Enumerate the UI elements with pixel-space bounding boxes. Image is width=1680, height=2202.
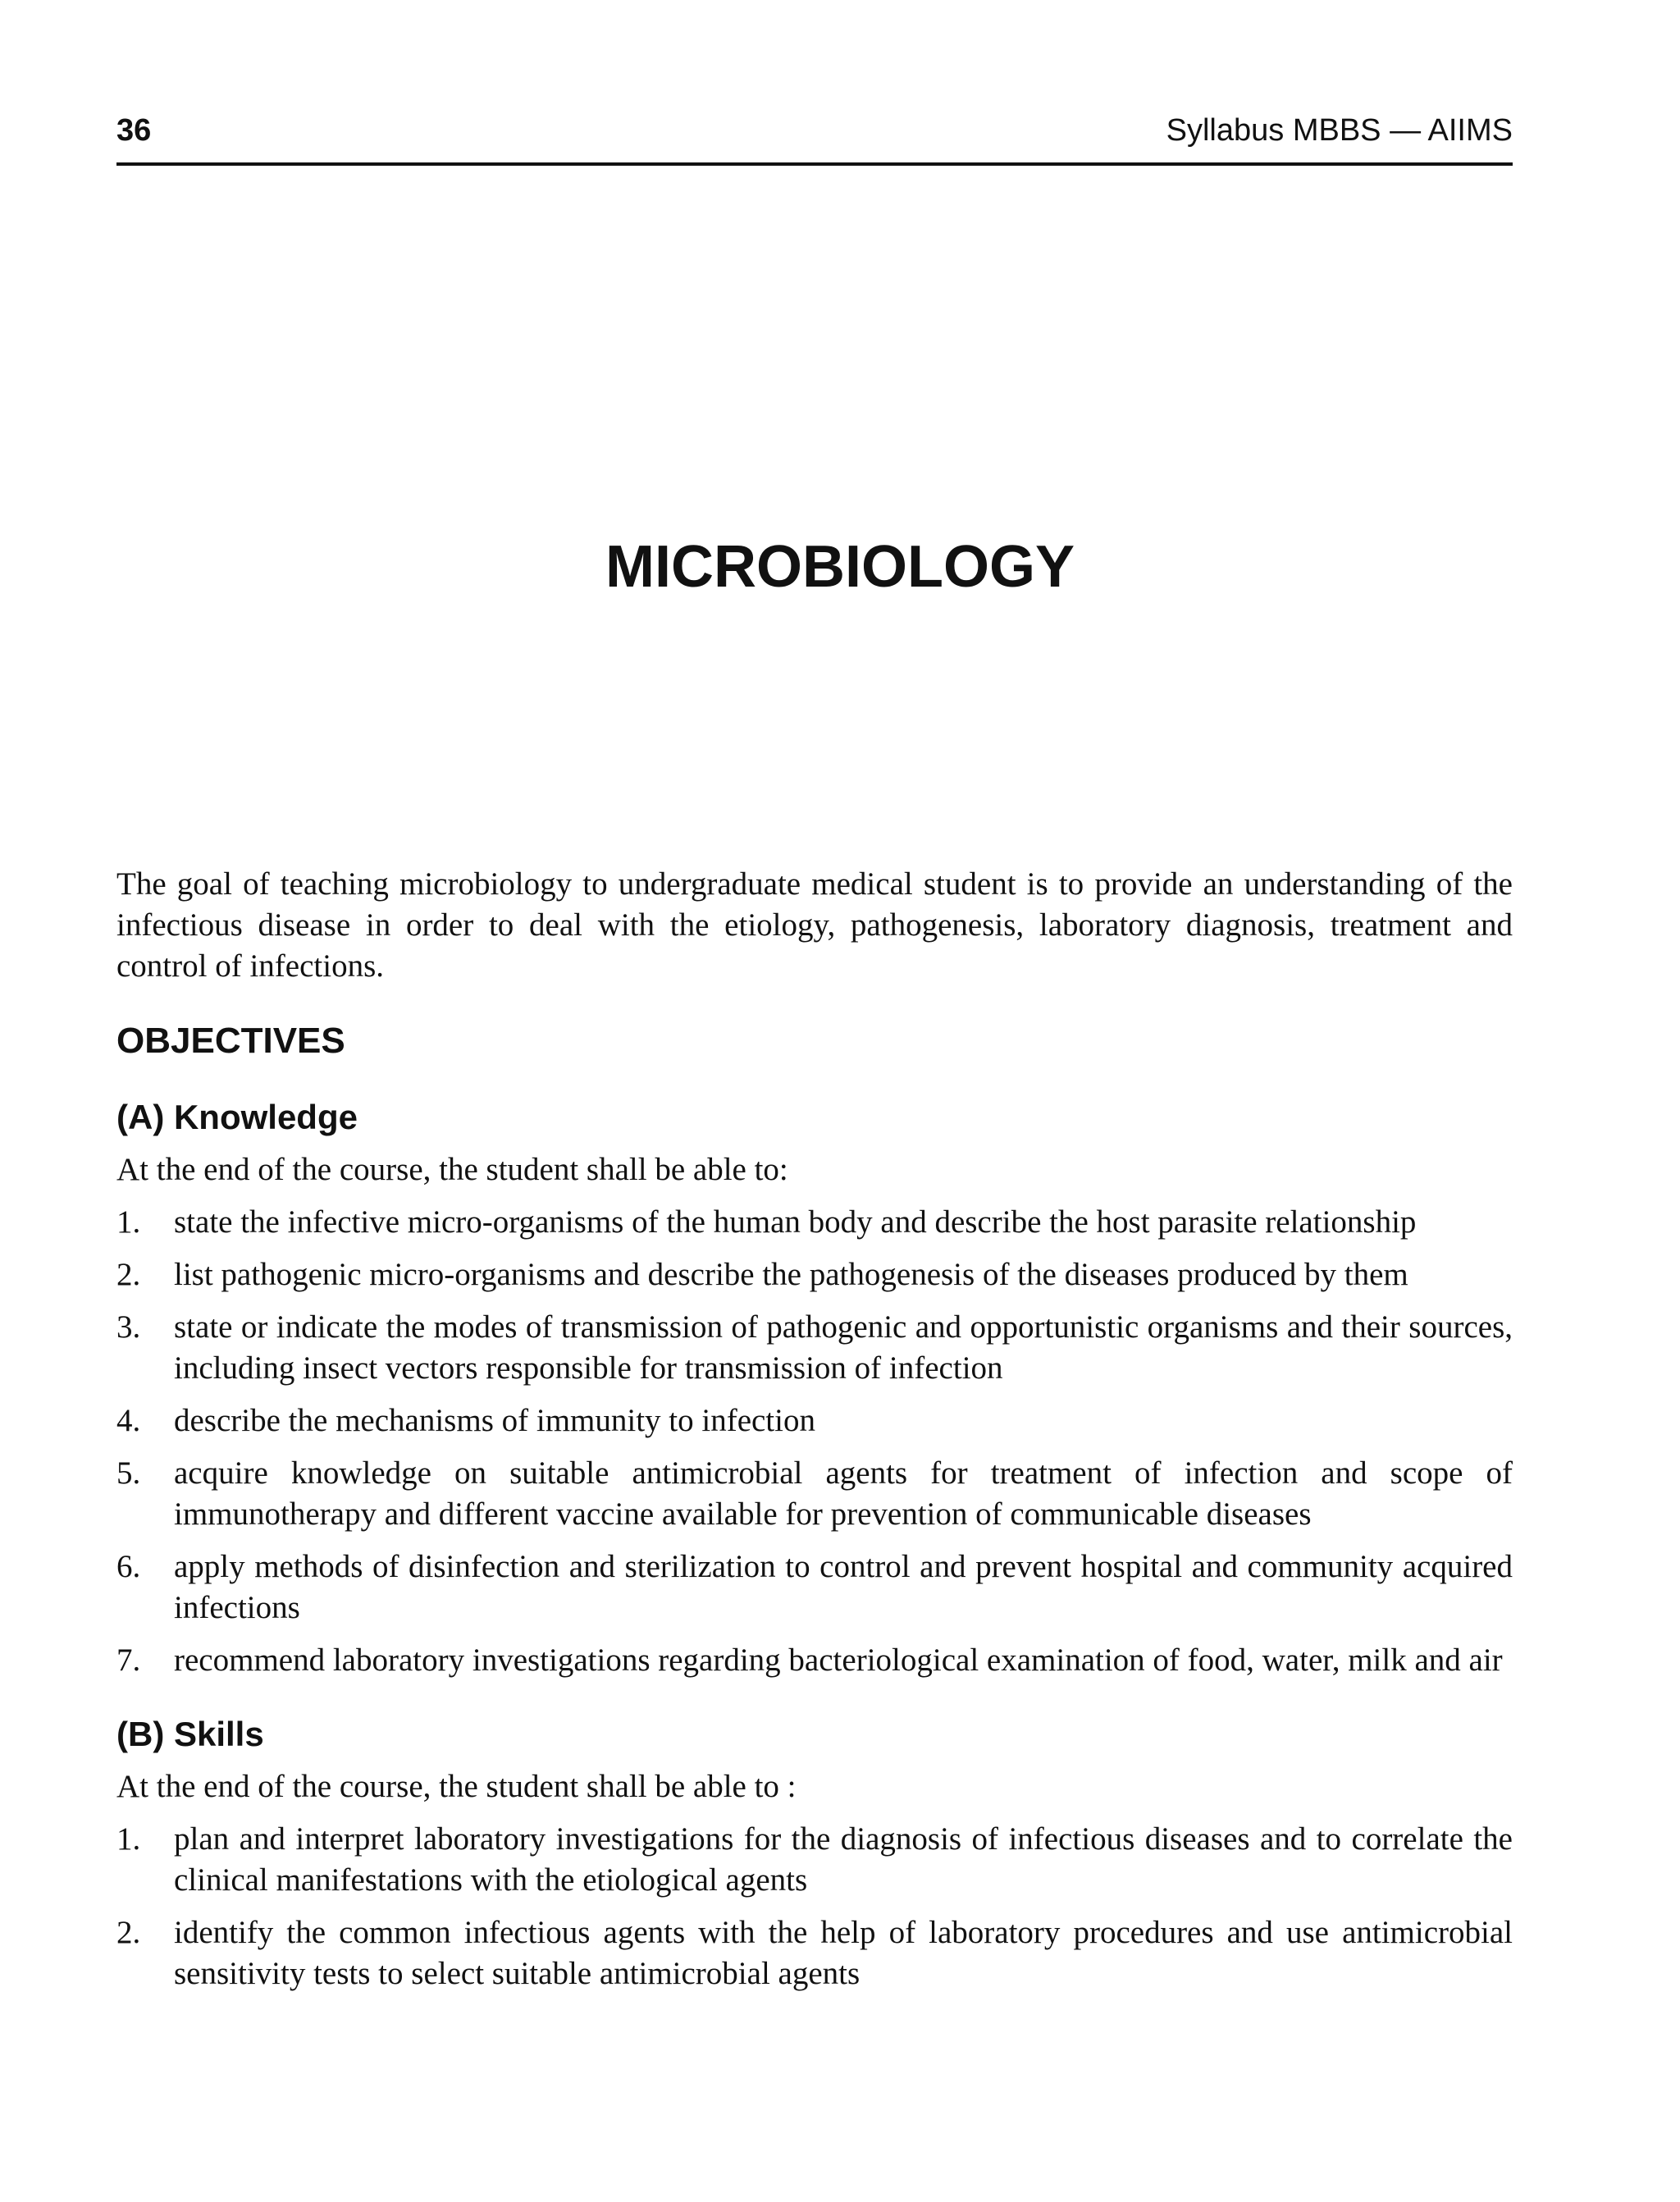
list-item <box>116 1202 1513 1243</box>
item-number: 1. <box>116 1821 141 1857</box>
item-number: 2. <box>116 1915 141 1950</box>
running-title: Syllabus MBBS — AIIMS <box>1166 113 1513 148</box>
item-number: 5. <box>116 1455 141 1491</box>
intro-paragraph: The goal of teaching microbiology to undergraduate medical student is to provide an understanding of the infectious disease in order to deal with the etiology, pathogenesis, laboratory diagnosis, treatment and control of infections. <box>116 866 1513 984</box>
list-item <box>116 1546 1513 1629</box>
skills-lead: At the end of the course, the student shall be able to : <box>116 1769 797 1804</box>
knowledge-lead: At the end of the course, the student shall be able to: <box>116 1152 788 1187</box>
objectives-heading: OBJECTIVES <box>116 1021 345 1061</box>
item-text: apply methods of disinfection and sterilization to control and prevent hospital and community acquired infections <box>174 1549 1513 1625</box>
item-text: acquire knowledge on suitable antimicrobial agents for treatment of infection and scope of immunotherapy and different vaccine available for prevention of communicable diseases <box>174 1455 1513 1532</box>
list-item <box>116 1307 1513 1389</box>
list-item <box>116 1453 1513 1535</box>
list-item <box>116 1254 1513 1295</box>
item-number: 1. <box>116 1204 141 1240</box>
knowledge-list <box>116 1202 1513 1681</box>
item-number: 4. <box>116 1403 141 1438</box>
page-number: 36 <box>116 113 152 148</box>
item-text: state the infective micro-organisms of the human body and describe the host parasite relationship <box>174 1204 1417 1240</box>
main-content <box>116 864 1513 1994</box>
skills-heading: (B) Skills <box>116 1715 264 1753</box>
item-text: state or indicate the modes of transmission of pathogenic and opportunistic organisms and their sources, including insect vectors responsible for transmission of infection <box>174 1309 1513 1386</box>
item-number: 2. <box>116 1257 141 1292</box>
skills-list <box>116 1819 1513 1994</box>
item-text: identify the common infectious agents with the help of laboratory procedures and use antimicrobial sensitivity tests to select suitable antimicrobial agents <box>174 1915 1513 1991</box>
item-text: recommend laboratory investigations regarding bacteriological examination of food, water, milk and air <box>174 1642 1503 1678</box>
list-item <box>116 1912 1513 1994</box>
list-item <box>116 1819 1513 1901</box>
page-header <box>116 105 1513 166</box>
knowledge-heading: (A) Knowledge <box>116 1098 358 1136</box>
list-item <box>116 1400 1513 1441</box>
list-item <box>116 1640 1513 1681</box>
item-number: 7. <box>116 1642 141 1678</box>
item-number: 3. <box>116 1309 141 1345</box>
item-text: describe the mechanisms of immunity to infection <box>174 1403 815 1438</box>
item-text: list pathogenic micro-organisms and describe the pathogenesis of the diseases produced by them <box>174 1257 1408 1292</box>
chapter-title: MICROBIOLOGY <box>605 534 1075 600</box>
item-number: 6. <box>116 1549 141 1584</box>
item-text: plan and interpret laboratory investigations for the diagnosis of infectious diseases and to correlate the clinical manifestations with the etiological agents <box>174 1821 1513 1898</box>
